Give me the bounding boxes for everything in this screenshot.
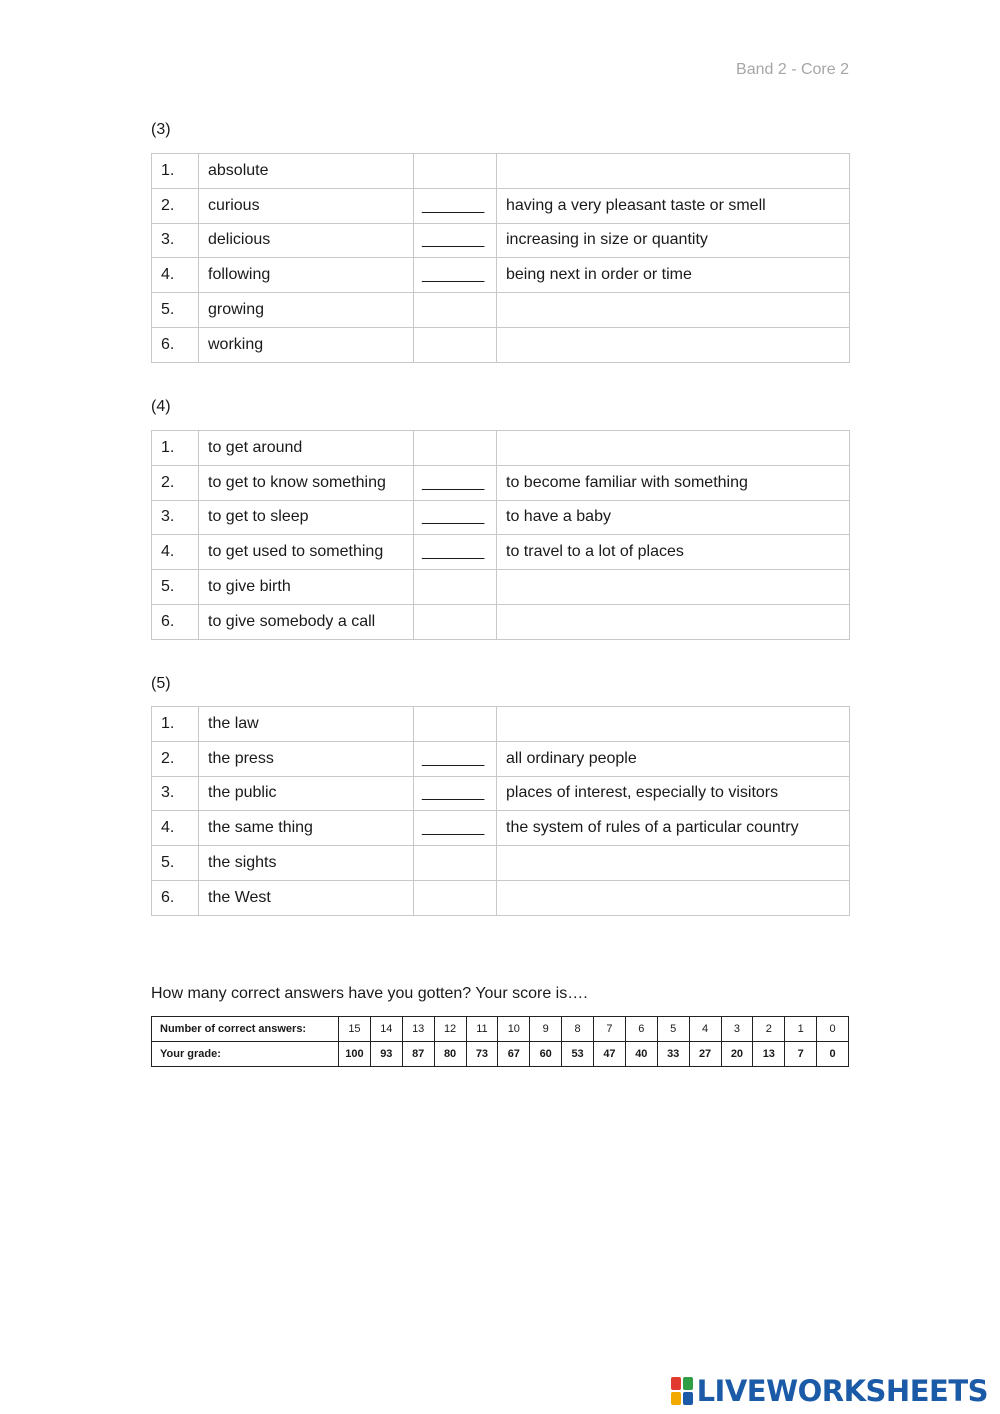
liveworksheets-logo	[671, 1374, 988, 1408]
table-row	[152, 535, 850, 570]
term: following	[199, 258, 414, 293]
table-row	[152, 293, 850, 328]
score-table	[151, 1016, 849, 1067]
term: working	[199, 327, 414, 362]
grade-cell: 80	[434, 1042, 466, 1067]
score-cell: 5	[657, 1017, 689, 1042]
row-number: 4.	[152, 258, 199, 293]
answer-blank	[414, 880, 497, 915]
answer-blank	[414, 846, 497, 881]
grade-cell: 33	[657, 1042, 689, 1067]
table-row	[152, 431, 850, 466]
liveworksheets-logo-icon	[671, 1377, 693, 1405]
definition	[497, 707, 850, 742]
row-number: 1.	[152, 707, 199, 742]
term: to get around	[199, 431, 414, 466]
definition: to become familiar with something	[497, 465, 850, 500]
row-number: 6.	[152, 327, 199, 362]
answer-blank[interactable]: _______	[414, 188, 497, 223]
table-row	[152, 707, 850, 742]
definition	[497, 880, 850, 915]
section-label-4: (4)	[151, 398, 171, 415]
logo-block-red	[671, 1377, 681, 1390]
score-cell: 4	[689, 1017, 721, 1042]
grade-cell: 87	[402, 1042, 434, 1067]
definition: increasing in size or quantity	[497, 223, 850, 258]
table-row	[152, 223, 850, 258]
answer-blank[interactable]: _______	[414, 465, 497, 500]
definition: the system of rules of a particular country	[497, 811, 850, 846]
table-row	[152, 500, 850, 535]
table-row	[152, 880, 850, 915]
score-cell: 1	[785, 1017, 817, 1042]
answer-blank	[414, 707, 497, 742]
score-cell: 3	[721, 1017, 753, 1042]
term: to get to sleep	[199, 500, 414, 535]
table-row	[152, 258, 850, 293]
row-number: 1.	[152, 431, 199, 466]
answer-blank[interactable]: _______	[414, 258, 497, 293]
definition: being next in order or time	[497, 258, 850, 293]
term: the press	[199, 741, 414, 776]
term: the West	[199, 880, 414, 915]
table-row	[152, 741, 850, 776]
grade-cell: 73	[466, 1042, 498, 1067]
score-cell: 13	[402, 1017, 434, 1042]
definition	[497, 154, 850, 189]
term: to get to know something	[199, 465, 414, 500]
score-row-correct	[152, 1017, 849, 1042]
term: to give somebody a call	[199, 604, 414, 639]
answer-blank	[414, 604, 497, 639]
table-row	[152, 154, 850, 189]
score-cell: 2	[753, 1017, 785, 1042]
score-cell: 7	[594, 1017, 626, 1042]
term: absolute	[199, 154, 414, 189]
grade-cell: 27	[689, 1042, 721, 1067]
row-number: 3.	[152, 223, 199, 258]
section-label-3: (3)	[151, 121, 171, 138]
logo-block-green	[683, 1377, 693, 1390]
answer-blank[interactable]: _______	[414, 500, 497, 535]
score-row-label: Number of correct answers:	[152, 1017, 339, 1042]
answer-blank[interactable]: _______	[414, 776, 497, 811]
definition: having a very pleasant taste or smell	[497, 188, 850, 223]
score-question: How many correct answers have you gotten? Your score is….	[151, 985, 588, 1002]
score-cell: 14	[370, 1017, 402, 1042]
definition	[497, 327, 850, 362]
term: to give birth	[199, 570, 414, 605]
term: the law	[199, 707, 414, 742]
grade-cell: 67	[498, 1042, 530, 1067]
grade-cell: 7	[785, 1042, 817, 1067]
table-row	[152, 188, 850, 223]
grade-cell: 47	[594, 1042, 626, 1067]
score-cell: 8	[562, 1017, 594, 1042]
score-row-grade	[152, 1042, 849, 1067]
term: to get used to something	[199, 535, 414, 570]
logo-block-blue	[683, 1392, 693, 1405]
table-row	[152, 776, 850, 811]
row-number: 6.	[152, 880, 199, 915]
table-row	[152, 811, 850, 846]
answer-blank	[414, 293, 497, 328]
score-cell: 12	[434, 1017, 466, 1042]
definition	[497, 604, 850, 639]
grade-cell: 60	[530, 1042, 562, 1067]
row-number: 5.	[152, 293, 199, 328]
grade-cell: 100	[339, 1042, 371, 1067]
row-number: 6.	[152, 604, 199, 639]
table-row	[152, 604, 850, 639]
answer-blank[interactable]: _______	[414, 535, 497, 570]
header-band-label: Band 2 - Core 2	[736, 61, 849, 78]
answer-blank[interactable]: _______	[414, 223, 497, 258]
matching-table-3	[151, 153, 850, 363]
score-cell: 0	[817, 1017, 849, 1042]
logo-text: LIVEWORKSHEETS	[696, 1374, 988, 1408]
grade-cell: 0	[817, 1042, 849, 1067]
grade-cell: 40	[625, 1042, 657, 1067]
term: the same thing	[199, 811, 414, 846]
answer-blank[interactable]: _______	[414, 741, 497, 776]
row-number: 4.	[152, 811, 199, 846]
row-number: 2.	[152, 741, 199, 776]
table-row	[152, 465, 850, 500]
answer-blank	[414, 154, 497, 189]
definition	[497, 570, 850, 605]
row-number: 1.	[152, 154, 199, 189]
term: the sights	[199, 846, 414, 881]
row-number: 2.	[152, 188, 199, 223]
term: delicious	[199, 223, 414, 258]
answer-blank	[414, 570, 497, 605]
term: curious	[199, 188, 414, 223]
definition: places of interest, especially to visitors	[497, 776, 850, 811]
term: the public	[199, 776, 414, 811]
score-cell: 10	[498, 1017, 530, 1042]
definition	[497, 431, 850, 466]
definition: all ordinary people	[497, 741, 850, 776]
answer-blank	[414, 431, 497, 466]
row-number: 5.	[152, 570, 199, 605]
definition: to have a baby	[497, 500, 850, 535]
score-cell: 11	[466, 1017, 498, 1042]
definition: to travel to a lot of places	[497, 535, 850, 570]
answer-blank[interactable]: _______	[414, 811, 497, 846]
row-number: 4.	[152, 535, 199, 570]
score-row-label: Your grade:	[152, 1042, 339, 1067]
definition	[497, 293, 850, 328]
grade-cell: 93	[370, 1042, 402, 1067]
table-row	[152, 846, 850, 881]
table-row	[152, 327, 850, 362]
definition	[497, 846, 850, 881]
answer-blank	[414, 327, 497, 362]
logo-block-yellow	[671, 1392, 681, 1405]
term: growing	[199, 293, 414, 328]
score-cell: 15	[339, 1017, 371, 1042]
section-label-5: (5)	[151, 675, 171, 692]
row-number: 5.	[152, 846, 199, 881]
grade-cell: 53	[562, 1042, 594, 1067]
grade-cell: 13	[753, 1042, 785, 1067]
score-cell: 9	[530, 1017, 562, 1042]
table-row	[152, 570, 850, 605]
matching-table-5	[151, 706, 850, 916]
score-cell: 6	[625, 1017, 657, 1042]
row-number: 3.	[152, 776, 199, 811]
row-number: 3.	[152, 500, 199, 535]
row-number: 2.	[152, 465, 199, 500]
matching-table-4	[151, 430, 850, 640]
grade-cell: 20	[721, 1042, 753, 1067]
